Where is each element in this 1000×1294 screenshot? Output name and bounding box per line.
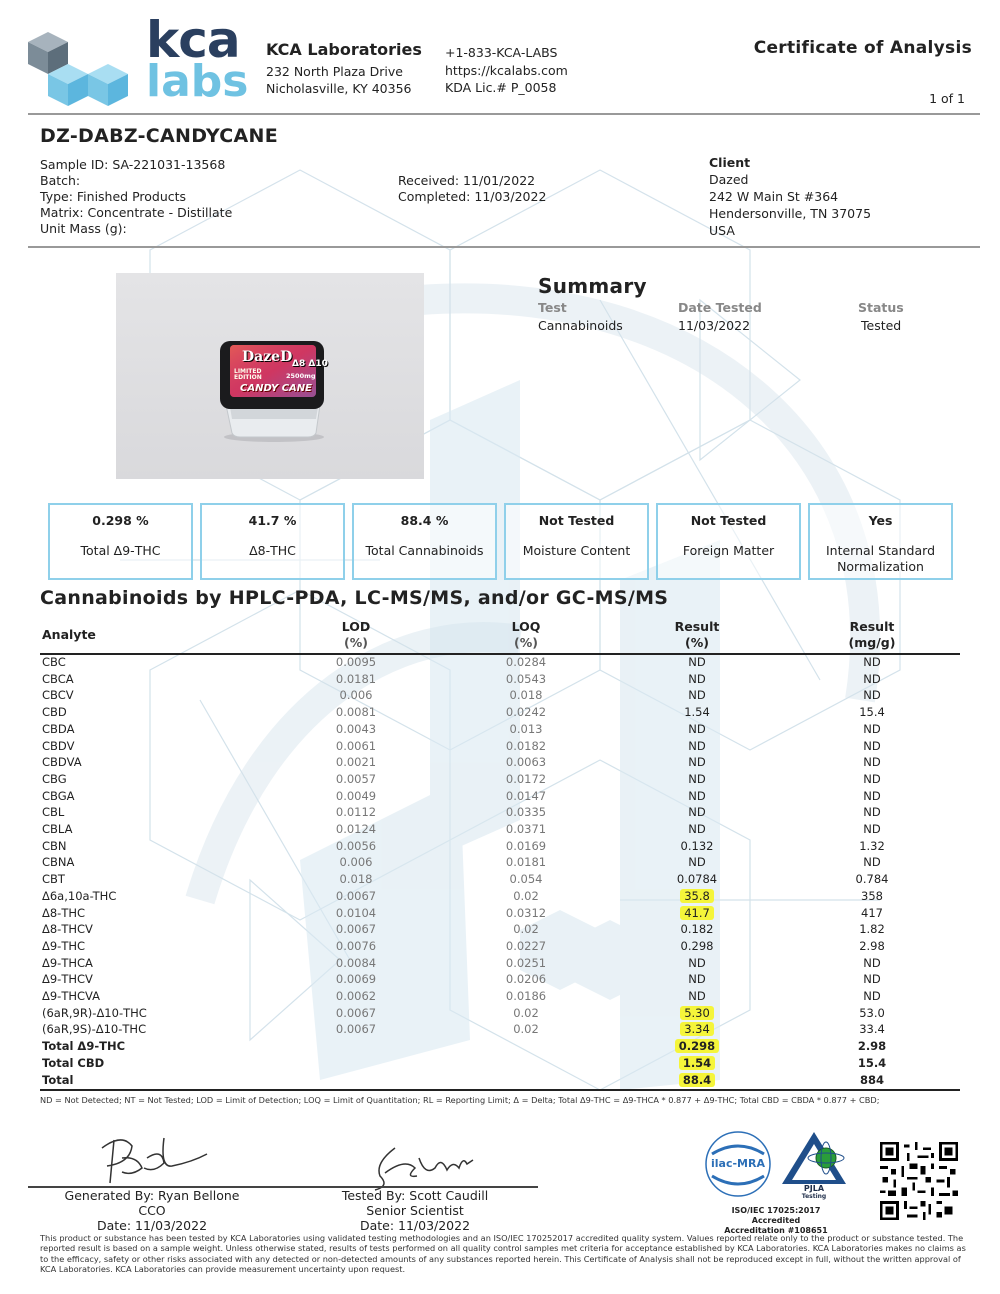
lab-name: KCA Laboratories — [266, 40, 422, 59]
result-mg-cell: ND — [863, 738, 881, 753]
stat-foreign-matter — [656, 503, 801, 580]
summary-col-test: Test — [538, 300, 567, 315]
result-pct-cell: 3.34 — [647, 1021, 747, 1038]
analyte-cell: Δ6a,10a-THC — [42, 888, 117, 903]
jar-label-strain: CANDY CANE — [240, 383, 312, 394]
result-mg-cell: ND — [863, 955, 881, 970]
loq-cell: 0.0251 — [505, 955, 547, 970]
table-footer-divider — [40, 1089, 960, 1091]
loq-cell: 0.02 — [513, 888, 539, 903]
cannabinoids-section-title: Cannabinoids by HPLC-PDA, LC-MS/MS, and/or GC-MS/MS — [40, 587, 669, 609]
table-row — [0, 788, 1000, 805]
lod-cell: 0.0061 — [335, 738, 377, 753]
stat-total-d9-thc — [48, 503, 193, 580]
analyte-cell: CBG — [42, 771, 67, 786]
analyte-cell: Δ8-THCV — [42, 922, 93, 937]
accreditation-text — [706, 1206, 846, 1236]
table-row — [0, 905, 1000, 922]
result-mg-cell: ND — [863, 805, 881, 820]
result-pct-cell: ND — [688, 688, 706, 703]
lod-cell: 0.0124 — [335, 822, 377, 836]
pjla-name: PJLA — [803, 1184, 825, 1193]
table-row — [0, 838, 1000, 855]
analyte-cell: CBDV — [42, 738, 75, 753]
pjla-sub: Testing — [801, 1193, 827, 1200]
lab-website-link[interactable]: https://kcalabs.com — [445, 63, 568, 78]
signature-ryan-bellone — [92, 1128, 222, 1188]
result-pct-cell: 41.7 — [647, 905, 747, 922]
stat-label: Total Cannabinoids — [365, 543, 484, 558]
jar-label-edition: LIMITED EDITION — [234, 368, 262, 381]
table-row — [0, 921, 1000, 938]
result-mg-cell: 33.4 — [859, 1022, 885, 1037]
analyte-cell: CBCV — [42, 688, 74, 703]
stat-value: Not Tested — [538, 513, 615, 528]
client-name: Dazed — [709, 172, 749, 187]
lod-cell: 0.018 — [339, 872, 373, 887]
sample-dates — [398, 173, 546, 205]
jar-label-brand: DazeD — [242, 349, 293, 365]
table-row — [0, 721, 1000, 738]
result-mg-cell: 884 — [859, 1072, 884, 1087]
analyte-cell: CBLA — [42, 822, 73, 836]
loq-cell: 0.0169 — [505, 838, 547, 853]
result-pct-cell: 0.132 — [680, 838, 714, 853]
analyte-cell: (6aR,9R)-Δ10-THC — [42, 1005, 147, 1020]
stat-label: Δ8-THC — [249, 543, 296, 558]
table-row — [0, 804, 1000, 821]
pjla-text — [790, 1185, 838, 1201]
sample-matrix: Matrix: Concentrate - Distillate — [40, 205, 233, 220]
client-info — [709, 154, 871, 239]
lab-address-line1: 232 North Plaza Drive — [266, 64, 403, 79]
document-title: Certificate of Analysis — [753, 38, 972, 58]
result-mg-cell: ND — [863, 972, 881, 987]
table-row — [0, 654, 1000, 671]
result-mg-cell: 417 — [861, 905, 883, 920]
analyte-cell: CBDVA — [42, 755, 82, 770]
tested-by-block — [290, 1188, 540, 1233]
lod-cell: 0.0095 — [335, 655, 377, 669]
stat-label: Foreign Matter — [682, 543, 775, 558]
lod-cell: 0.0069 — [335, 972, 377, 987]
analyte-cell: (6aR,9S)-Δ10-THC — [42, 1022, 147, 1037]
result-pct-cell: 1.54 — [647, 1055, 747, 1072]
stat-moisture-content — [504, 503, 649, 580]
jar-label-grams: 2500mg — [286, 372, 316, 380]
analyte-cell: Δ9-THC — [42, 938, 86, 953]
result-mg-cell: 2.98 — [857, 1039, 887, 1054]
loq-cell: 0.0312 — [505, 905, 547, 920]
analyte-cell: Δ9-THCVA — [42, 989, 101, 1003]
client-title: Client — [709, 155, 751, 170]
analyte-cell: CBN — [42, 838, 67, 853]
lod-cell: 0.0112 — [335, 805, 377, 820]
loq-cell: 0.0172 — [505, 771, 547, 786]
table-row — [0, 738, 1000, 755]
stat-value: Not Tested — [690, 513, 767, 528]
product-name: DZ-DABZ-CANDYCANE — [40, 125, 279, 147]
loq-cell: 0.0063 — [505, 755, 547, 770]
col-header-analyte: Analyte — [42, 627, 96, 642]
result-mg-cell: 15.4 — [859, 705, 885, 720]
table-row — [0, 754, 1000, 771]
generated-date: Date: 11/03/2022 — [96, 1218, 208, 1233]
result-mg-cell: 2.98 — [859, 938, 885, 953]
analyte-cell: Total CBD — [42, 1055, 105, 1070]
result-pct-cell: ND — [688, 655, 706, 669]
result-mg-cell: ND — [863, 671, 881, 686]
analyte-cell: CBGA — [42, 788, 75, 803]
result-mg-cell: ND — [863, 688, 881, 703]
result-mg-cell: ND — [863, 721, 881, 736]
result-pct-cell: ND — [688, 989, 706, 1003]
logo-wordmark-kca: kca — [146, 11, 240, 69]
result-mg-cell: ND — [863, 755, 881, 770]
result-pct-cell: 1.54 — [684, 705, 710, 720]
qr-code[interactable] — [880, 1142, 958, 1220]
analyte-cell: CBT — [42, 872, 65, 887]
summary-col-status: Status — [858, 300, 904, 315]
result-pct-cell: 0.298 — [680, 938, 714, 953]
lod-cell: 0.0076 — [335, 938, 377, 953]
table-row — [0, 988, 1000, 1005]
result-pct-cell: ND — [688, 955, 706, 970]
tested-date: Date: 11/03/2022 — [359, 1218, 471, 1233]
loq-cell: 0.0182 — [505, 738, 547, 753]
result-mg-cell: ND — [863, 989, 881, 1003]
lod-cell: 0.0067 — [335, 888, 377, 903]
lod-cell: 0.0104 — [335, 905, 377, 920]
lod-cell: 0.0084 — [335, 955, 377, 970]
client-country: USA — [709, 223, 735, 238]
analyte-cell: Δ9-THCV — [42, 972, 93, 987]
sample-batch: Batch: — [40, 173, 81, 188]
stat-total-cannabinoids — [352, 503, 497, 580]
summary-test: Cannabinoids — [538, 318, 623, 333]
lod-cell: 0.006 — [339, 688, 373, 703]
analyte-cell: CBL — [42, 805, 65, 820]
loq-cell: 0.0181 — [505, 855, 547, 870]
table-row — [0, 1005, 1000, 1022]
analyte-cell: CBCA — [42, 671, 74, 686]
table-row — [0, 854, 1000, 871]
logo-wordmark-labs: labs — [146, 56, 249, 107]
result-pct-cell: ND — [688, 822, 706, 836]
table-row — [0, 938, 1000, 955]
product-photo — [116, 273, 424, 479]
accreditation-number: Accreditation #108651 — [724, 1226, 828, 1235]
stat-d8-thc — [200, 503, 345, 580]
loq-cell: 0.0227 — [505, 938, 547, 953]
table-row — [0, 971, 1000, 988]
table-row — [0, 821, 1000, 838]
result-pct-cell: ND — [688, 805, 706, 820]
lod-cell: 0.0081 — [335, 705, 377, 720]
loq-cell: 0.0543 — [505, 671, 547, 686]
table-row — [0, 888, 1000, 905]
stat-internal-standard — [808, 503, 953, 580]
stat-value: Yes — [868, 513, 893, 528]
result-mg-cell: 15.4 — [857, 1055, 887, 1070]
generated-by: Generated By: Ryan Bellone — [64, 1188, 240, 1203]
table-row — [0, 1072, 1000, 1089]
result-pct-cell: ND — [688, 738, 706, 753]
lod-cell: 0.0049 — [335, 788, 377, 803]
stat-label: Total Δ9-THC — [80, 543, 161, 558]
loq-cell: 0.0335 — [505, 805, 547, 820]
tested-title: Senior Scientist — [366, 1203, 464, 1218]
loq-cell: 0.0242 — [505, 705, 547, 720]
sample-type: Type: Finished Products — [40, 189, 187, 204]
result-mg-cell: ND — [863, 655, 881, 669]
result-mg-cell: 358 — [861, 888, 883, 903]
table-row — [0, 955, 1000, 972]
divider — [28, 246, 980, 248]
table-row — [0, 687, 1000, 704]
loq-cell: 0.02 — [513, 1005, 539, 1020]
result-mg-cell: ND — [863, 855, 881, 870]
accreditation-iso: ISO/IEC 17025:2017 Accredited — [731, 1206, 821, 1225]
completed-date: Completed: 11/03/2022 — [398, 189, 547, 204]
client-city: Hendersonville, TN 37075 — [709, 206, 872, 221]
result-pct-cell: 88.4 — [647, 1072, 747, 1089]
summary-date: 11/03/2022 — [678, 318, 751, 333]
analyte-cell: Δ8-THC — [42, 905, 86, 920]
result-pct-cell: ND — [688, 721, 706, 736]
analyte-cell: Total Δ9-THC — [42, 1039, 126, 1054]
summary-status: Tested — [861, 318, 902, 333]
table-row — [0, 1055, 1000, 1072]
analyte-cell: CBD — [42, 705, 67, 720]
loq-cell: 0.018 — [509, 688, 543, 703]
lod-cell: 0.0056 — [335, 838, 377, 853]
result-mg-cell: 53.0 — [859, 1005, 885, 1020]
client-street: 242 W Main St #364 — [709, 189, 839, 204]
result-pct-cell: 0.298 — [647, 1038, 747, 1055]
result-pct-cell: ND — [688, 771, 706, 786]
analyte-cell: CBDA — [42, 721, 75, 736]
result-mg-cell: 0.784 — [855, 872, 889, 887]
result-pct-cell: ND — [688, 972, 706, 987]
jar-label-delta: Δ8 Δ10 — [292, 359, 328, 369]
sample-info — [40, 157, 232, 237]
analyte-cell: CBC — [42, 655, 66, 669]
loq-cell: 0.0186 — [505, 989, 547, 1003]
table-row — [0, 671, 1000, 688]
lab-phone: +1-833-KCA-LABS — [445, 45, 558, 60]
result-mg-cell: ND — [863, 788, 881, 803]
result-pct-cell: 0.182 — [680, 922, 714, 937]
table-row — [0, 771, 1000, 788]
sample-id: Sample ID: SA-221031-13568 — [40, 157, 226, 172]
stat-value: 0.298 % — [92, 513, 149, 528]
sample-unit-mass: Unit Mass (g): — [40, 221, 127, 236]
table-row — [0, 1038, 1000, 1055]
stat-label: Internal Standard Normalization — [825, 543, 935, 574]
loq-cell: 0.0371 — [505, 822, 547, 836]
col-header-result-mg: Result (mg/g) — [848, 619, 896, 650]
analyte-cell: CBNA — [42, 855, 75, 870]
summary-col-date: Date Tested — [678, 300, 762, 315]
loq-cell: 0.0147 — [505, 788, 547, 803]
col-header-loq: LOQ (%) — [511, 619, 541, 650]
table-row — [0, 871, 1000, 888]
result-mg-cell: ND — [863, 822, 881, 836]
col-header-lod: LOD (%) — [341, 619, 371, 650]
lod-cell: 0.0062 — [335, 989, 377, 1003]
stat-value: 88.4 % — [400, 513, 449, 528]
received-date: Received: 11/01/2022 — [398, 173, 536, 188]
result-pct-cell: ND — [688, 855, 706, 870]
loq-cell: 0.02 — [513, 1022, 539, 1037]
loq-cell: 0.013 — [509, 721, 543, 736]
tested-by: Tested By: Scott Caudill — [341, 1188, 489, 1203]
result-mg-cell: ND — [863, 771, 881, 786]
lod-cell: 0.0067 — [335, 1005, 377, 1020]
analyte-cell: Total — [42, 1072, 74, 1087]
result-pct-cell: ND — [688, 755, 706, 770]
table-row — [0, 1021, 1000, 1038]
page-number: 1 of 1 — [929, 91, 965, 106]
result-pct-cell: 5.30 — [647, 1005, 747, 1022]
stat-label: Moisture Content — [522, 543, 631, 558]
result-pct-cell: 0.0784 — [676, 872, 718, 887]
table-footnote: ND = Not Detected; NT = Not Tested; LOD = Limit of Detection; LOQ = Limit of Quantitation; RL = Reporting Limit; Δ = Delta; Total Δ9-THC = Δ9-THCA * 0.877 + Δ9-THC; Total CBD = CBDA * 0.877 + CBD; — [40, 1095, 880, 1105]
loq-cell: 0.02 — [513, 922, 539, 937]
col-header-result-pct: Result (%) — [674, 619, 720, 650]
analyte-cell: Δ9-THCA — [42, 955, 93, 970]
result-pct-cell: 35.8 — [647, 888, 747, 905]
result-pct-cell: ND — [688, 671, 706, 686]
result-pct-cell: ND — [688, 788, 706, 803]
stat-value: 41.7 % — [248, 513, 297, 528]
generated-by-block — [28, 1188, 276, 1233]
table-row — [0, 704, 1000, 721]
loq-cell: 0.0284 — [505, 655, 547, 669]
generated-title: CCO — [138, 1203, 166, 1218]
lab-address-line2: Nicholasville, KY 40356 — [266, 81, 412, 96]
summary-title: Summary — [538, 274, 647, 298]
lod-cell: 0.006 — [339, 855, 373, 870]
lod-cell: 0.0043 — [335, 721, 377, 736]
loq-cell: 0.0206 — [505, 972, 547, 987]
result-mg-cell: 1.82 — [859, 922, 885, 937]
lod-cell: 0.0057 — [335, 771, 377, 786]
lod-cell: 0.0021 — [335, 755, 377, 770]
lab-license: KDA Lic.# P_0058 — [445, 80, 557, 95]
result-mg-cell: 1.32 — [859, 838, 885, 853]
divider — [28, 113, 980, 115]
disclaimer-text: This product or substance has been tested by KCA Laboratories using validated testing methodologies and an ISO/IEC 170252017 accredited quality system. Values reported relate only to the product or substance tested. The reported result is based on a sample weight. Unless otherwise stated, results of tests performed on all quality control samples met criteria for acceptance established by KCA Laboratories. KCA Laboratories makes no claims as to the efficacy, safety or other risks associated with any detected or non-detected amounts of any substances reported herein. This Certificate of Analysis shall not be reproduced except in full, without the written approval of KCA Laboratories. KCA Laboratories can provide measurement uncertainty upon request. — [40, 1233, 966, 1274]
ilac-mra-text: ilac-MRA — [711, 1157, 765, 1170]
lod-cell: 0.0067 — [335, 922, 377, 937]
lod-cell: 0.0067 — [335, 1022, 377, 1037]
lod-cell: 0.0181 — [335, 671, 377, 686]
loq-cell: 0.054 — [509, 872, 543, 887]
